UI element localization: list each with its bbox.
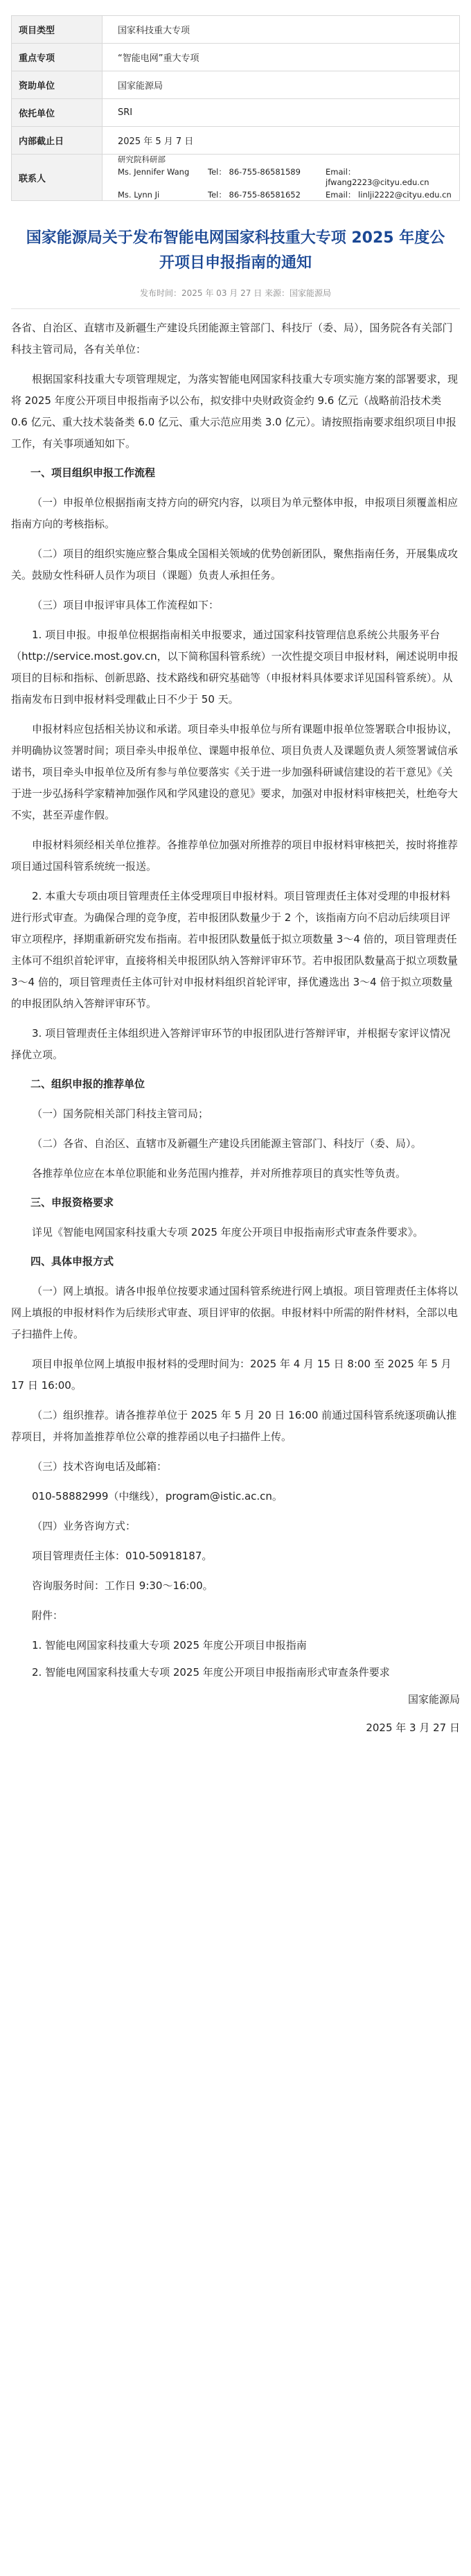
article-title: 国家能源局关于发布智能电网国家科技重大专项 2025 年度公开项目申报指南的通知 — [26, 229, 445, 272]
paragraph: （二）组织推荐。请各推荐单位于 2025 年 5 月 20 日 16:00 前通过国科管系统逐项确认推荐项目，并将加盖推荐单位公章的推荐函以电子扫描件上传。 — [11, 1409, 457, 1443]
attachment-link[interactable]: 1. 智能电网国家科技重大专项 2025 年度公开项目申报指南 — [32, 1639, 307, 1651]
contacts-cell — [103, 155, 460, 201]
paragraph: （一）申报单位根据指南支持方向的研究内容，以项目为单元整体申报，申报项目须覆盖相应指南方向的考核指标。 — [11, 496, 459, 530]
contact-name: Ms. Jennifer Wang — [118, 167, 190, 177]
contact-name: Ms. Lynn Ji — [118, 190, 160, 200]
attachments-label: 附件： — [32, 1609, 64, 1622]
signature: 国家能源局 — [407, 1693, 460, 1706]
contact-email-paragraph[interactable]: 010-58882999（中继线），program@istic.ac.cn。 — [32, 1490, 283, 1502]
info-value: 2025 年 5 月 7 日 — [103, 127, 460, 155]
info-row-contacts — [12, 155, 460, 201]
paragraph: 申报材料应包括相关协议和承诺。项目牵头申报单位与所有课题申报单位签署联合申报协议，并明确协议签署时间；项目牵头申报单位、课题申报单位、项目负责人及课题负责人须签署诚信承诺书，项目牵头申报单位及所有参与单位要落实《关于进一步加强科研诚信建设的若干意见》《关于进一步弘扬科学家精神加强作风和学风建设的意见》要求，加强对申报材料审核把关，杜绝夸大不实，甚至弄虚作假。 — [11, 723, 459, 821]
paragraph: （一）网上填报。请各申报单位按要求通过国科管系统进行网上填报。项目管理责任主体将以网上填报的申报材料作为后续形式审查、项目评审的依据。申报材料中所需的附件材料，全部以电子扫描件上传。 — [11, 1285, 459, 1340]
contact-list — [118, 155, 452, 200]
contact-tel: Tel： 86-755-86581589 — [208, 167, 301, 177]
paragraph: （一）国务院相关部门科技主管司局； — [32, 1107, 209, 1120]
paragraph: （二）各省、自治区、直辖市及新疆生产建设兵团能源主管部门、科技厅（委、局）。 — [32, 1137, 422, 1150]
info-label: 项目类型 — [12, 16, 103, 44]
paragraph: 3. 项目管理责任主体组织进入答辩评审环节的申报团队进行答辩评审，并根据专家评议情况择优立项。 — [11, 1027, 451, 1061]
project-info-table — [11, 15, 460, 201]
section-heading: 三、申报资格要求 — [30, 1196, 114, 1209]
paragraph: 各推荐单位应在本单位职能和业务范围内推荐，并对所推荐项目的真实性等负责。 — [32, 1167, 407, 1180]
section-heading: 一、项目组织申报工作流程 — [30, 466, 156, 479]
section-heading: 二、组织申报的推荐单位 — [30, 1078, 145, 1090]
paragraph: （三）技术咨询电话及邮箱： — [32, 1460, 168, 1473]
paragraph: 2. 本重大专项由项目管理责任主体受理项目申报材料。项目管理责任主体对受理的申报材料进行形式审查。为确保合理的竞争度，若申报团队数量少于 2 个，该指南方向不启动后续项目评审立项程序，择期重新研究发布指南。若申报团队数量低于拟立项数量 3～4 倍的，项目管理责任主体可不组织首轮评审，直接将相关申报团队纳入答辩评审环节。若申报团队数量高于拟立项数量 3～4 倍的，项目管理责任主体可针对申报材料组织首轮评审，择优遴选出 3～4 倍于拟立项数量的申报团队纳入答辩评审环节。 — [11, 890, 459, 1010]
intro-paragraph: 根据国家科技重大专项管理规定，为落实智能电网国家科技重大专项实施方案的部署要求，现将 2025 年度公开项目申报指南予以公布，拟安排中央财政资金约 9.6 亿元（战略前沿技术类 0.6 亿元、重大技术装备类 6.0 亿元、重大示范应用类 3.0 亿元）。请按照指南要求组织项目申报工作，有关事项通知如下。 — [11, 373, 459, 450]
info-label: 依托单位 — [12, 99, 103, 127]
info-label: 联系人 — [12, 155, 103, 201]
info-value: SRI — [103, 99, 460, 127]
paragraph: 详见《智能电网国家科技重大专项 2025 年度公开项目申报指南形式审查条件要求》。 — [32, 1226, 424, 1238]
contact-org: 研究院科研部 — [118, 155, 166, 164]
paragraph: 1. 项目申报。申报单位根据指南相关申报要求，通过国家科技管理信息系统公共服务平台（http://service.most.gov.cn，以下简称国科管系统）一次性提交项目申报材料，阐述说明申报项目的目标和指标、创新思路、技术路线和研究基础等（申报材料具体要求详见国科管系统）。从指南发布日到申报材料受理截止日不少于 50 天。 — [11, 629, 459, 706]
info-label: 重点专项 — [12, 44, 103, 71]
paragraph: （四）业务咨询方式： — [32, 1520, 136, 1532]
article-body — [11, 317, 460, 1683]
contact-tel: Tel： 86-755-86581652 — [208, 190, 301, 200]
signature-date: 2025 年 3 月 27 日 — [366, 1721, 460, 1734]
salutation: 各省、自治区、直辖市及新疆生产建设兵团能源主管部门、科技厅（委、局），国务院各有关部门科技主管司局，各有关单位： — [11, 322, 453, 356]
info-row-deadline — [12, 127, 460, 155]
paragraph: 项目申报单位网上填报申报材料的受理时间为：2025 年 4 月 15 日 8:00 至 2025 年 5 月 17 日 16:00。 — [11, 1358, 452, 1392]
contact-email-link[interactable]: Email： linlji2222@cityu.edu.cn — [326, 190, 452, 200]
signature-block — [11, 1689, 460, 1739]
info-label: 资助单位 — [12, 71, 103, 99]
info-row-program — [12, 44, 460, 71]
paragraph: 申报材料须经相关单位推荐。各推荐单位加强对所推荐的项目申报材料审核把关，按时将推荐项目通过国科管系统统一报送。 — [11, 839, 459, 873]
divider — [11, 308, 460, 309]
info-row-funder — [12, 71, 460, 99]
attachment-link[interactable]: 2. 智能电网国家科技重大专项 2025 年度公开项目申报指南形式审查条件要求 — [32, 1666, 390, 1679]
info-value: 国家科技重大专项 — [103, 16, 460, 44]
paragraph: 咨询服务时间：工作日 9:30～16:00。 — [32, 1579, 213, 1592]
info-row-type — [12, 16, 460, 44]
paragraph: 项目管理责任主体：010-50918187。 — [32, 1550, 213, 1562]
info-label: 内部截止日 — [12, 127, 103, 155]
paragraph: （二）项目的组织实施应整合集成全国相关领域的优势创新团队，聚焦指南任务，开展集成攻关。鼓励女性科研人员作为项目（课题）负责人承担任务。 — [11, 547, 459, 581]
article-meta: 发布时间：2025 年 03 月 27 日 来源：国家能源局 — [140, 288, 331, 298]
info-value: “智能电网”重大专项 — [103, 44, 460, 71]
paragraph: （三）项目申报评审具体工作流程如下： — [32, 599, 220, 611]
contact-email-link[interactable]: Email： jfwang2223@cityu.edu.cn — [326, 167, 429, 187]
info-value: 国家能源局 — [103, 71, 460, 99]
section-heading: 四、具体申报方式 — [30, 1255, 114, 1268]
info-row-host — [12, 99, 460, 127]
